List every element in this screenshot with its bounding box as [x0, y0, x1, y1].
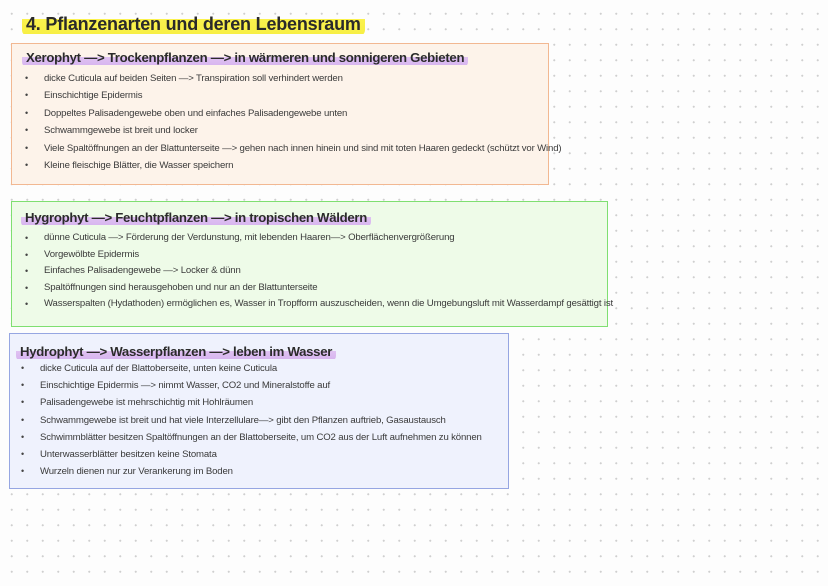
list-item: • Spaltöffnungen sind herausgehoben und nur an der Blattunterseite: [23, 280, 613, 297]
bullet-icon: •: [25, 233, 29, 243]
bullet-icon: •: [25, 107, 29, 118]
section-xerophyt: [11, 43, 562, 185]
list-item: • Wurzeln dienen nur zur Verankerung im Boden: [19, 463, 482, 480]
page-title: 4. Pflanzenarten und deren Lebensraum: [22, 12, 365, 36]
bullet-icon: •: [25, 125, 29, 136]
section-hygrophyt: [11, 201, 614, 327]
list-item: • Einschichtige Epidermis —> nimmt Wasser, CO2 und Mineralstoffe auf: [19, 377, 482, 394]
list-item: • Einfaches Palisadengewebe —> Locker & dünn: [23, 263, 613, 280]
list-item: • Doppeltes Palisadengewebe oben und einfaches Palisadengewebe unten: [23, 105, 561, 122]
list-item: • Unterwasserblätter besitzen keine Stomata: [19, 446, 482, 463]
section-list-hydrophyt: [19, 360, 482, 480]
section-list-hygrophyt: [23, 230, 613, 313]
section-hydrophyt: [9, 333, 509, 489]
section-heading-xerophyt: Xerophyt —> Trockenpflanzen —> in wärmeren und sonnigeren Gebieten: [22, 49, 468, 67]
bullet-icon: •: [21, 448, 25, 459]
list-item: • Kleine fleischige Blätter, die Wasser speichern: [23, 157, 561, 174]
bullet-icon: •: [25, 282, 29, 293]
list-item: • Viele Spaltöffnungen an der Blattunterseite —> gehen nach innen hinein und sind mit toten Haaren gedeckt (schützt vor Wind): [23, 140, 561, 157]
bullet-icon: •: [21, 431, 25, 442]
bullet-icon: •: [21, 363, 25, 373]
list-item: • Einschichtige Epidermis: [23, 87, 561, 104]
section-heading-hydrophyt: Hydrophyt —> Wasserpflanzen —> leben im Wasser: [16, 343, 336, 361]
bullet-icon: •: [21, 397, 25, 408]
list-item: • dicke Cuticula auf der Blattoberseite, unten keine Cuticula: [19, 360, 482, 377]
bullet-icon: •: [25, 90, 29, 101]
bullet-icon: •: [25, 249, 29, 260]
list-item: • Palisadengewebe ist mehrschichtig mit Hohlräumen: [19, 394, 482, 411]
list-item: • Schwammgewebe ist breit und hat viele Interzellulare—> gibt den Pflanzen auftrieb, Gasaustausch: [19, 412, 482, 429]
list-item: • dünne Cuticula —> Förderung der Verdunstung, mit lebenden Haaren—> Oberflächenvergrößerung: [23, 230, 613, 247]
list-item: • Schwimmblätter besitzen Spaltöffnungen an der Blattoberseite, um CO2 aus der Luft aufnehmen zu können: [19, 429, 482, 446]
bullet-icon: •: [25, 142, 29, 153]
bullet-icon: •: [25, 299, 29, 310]
bullet-icon: •: [25, 266, 29, 277]
section-list-xerophyt: [23, 70, 561, 174]
list-item: • Vorgewölbte Epidermis: [23, 247, 613, 264]
section-heading-hygrophyt: Hygrophyt —> Feuchtpflanzen —> in tropischen Wäldern: [21, 209, 371, 227]
bullet-icon: •: [25, 159, 29, 170]
bullet-icon: •: [21, 414, 25, 425]
bullet-icon: •: [21, 380, 25, 391]
list-item: • Wasserspalten (Hydathoden) ermöglichen es, Wasser in Tropfform auszuscheiden, wenn die Umgebungsluft mit Wasserdampf gesättigt ist: [23, 296, 613, 313]
list-item: • Schwammgewebe ist breit und locker: [23, 122, 561, 139]
bullet-icon: •: [25, 73, 29, 83]
list-item: • dicke Cuticula auf beiden Seiten —> Transpiration soll verhindert werden: [23, 70, 561, 87]
bullet-icon: •: [21, 466, 25, 477]
